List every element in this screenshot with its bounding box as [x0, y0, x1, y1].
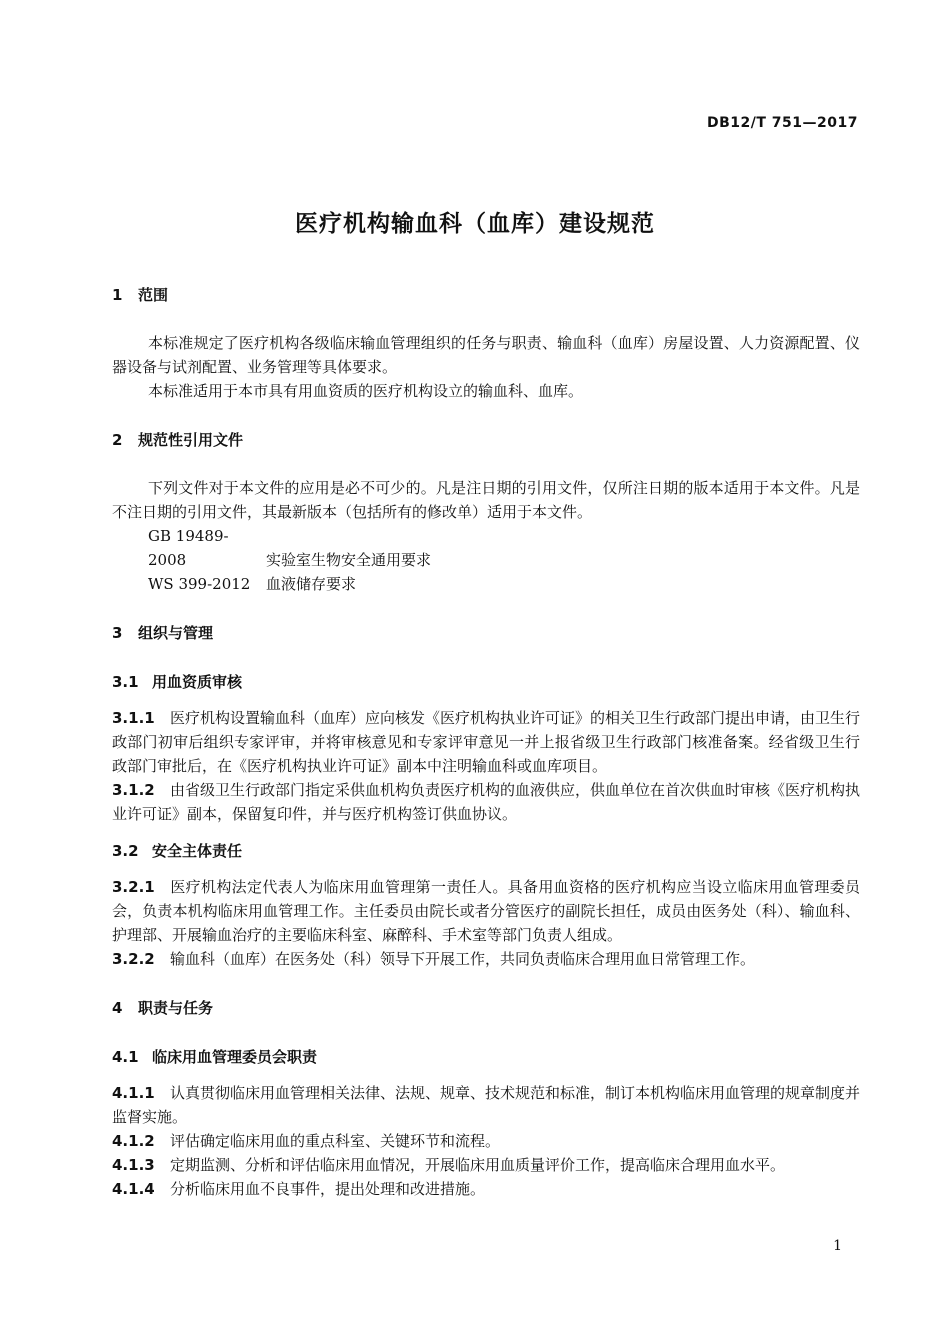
clause	[112, 706, 860, 778]
subsection-number: 3.2	[112, 842, 139, 860]
paragraph: 下列文件对于本文件的应用是必不可少的。凡是注日期的引用文件，仅所注日期的版本适用于本文件。凡是不注日期的引用文件，其最新版本（包括所有的修改单）适用于本文件。	[112, 479, 860, 521]
subsection-heading-4-1	[112, 1046, 860, 1067]
clause-number: 3.1.1	[112, 709, 155, 727]
clause-number: 3.2.2	[112, 950, 155, 968]
section-heading-3	[112, 622, 860, 643]
section-number: 2	[112, 431, 123, 449]
clause	[112, 947, 860, 971]
clause-text: 医疗机构设置输血科（血库）应向核发《医疗机构执业许可证》的相关卫生行政部门提出申请，由卫生行政部门初审后组织专家评审，并将审核意见和专家评审意见一并上报省级卫生行政部门核准备案。经省级卫生行政部门审批后，在《医疗机构执业许可证》副本中注明输血科或血库项目。	[112, 709, 861, 775]
clause-text: 评估确定临床用血的重点科室、关键环节和流程。	[170, 1132, 501, 1150]
clause-number: 4.1.4	[112, 1180, 155, 1198]
reference-code: WS 399-2012	[148, 575, 251, 593]
clause	[112, 875, 860, 947]
section-title: 规范性引用文件	[138, 431, 244, 449]
section-title: 范围	[138, 286, 169, 304]
page-number: 1	[833, 1238, 842, 1254]
clause-number: 4.1.2	[112, 1132, 155, 1150]
subsection-heading-3-2	[112, 840, 860, 861]
clause-number: 4.1.1	[112, 1084, 155, 1102]
reference-item	[112, 524, 860, 572]
clause-text: 医疗机构法定代表人为临床用血管理第一责任人。具备用血资格的医疗机构应当设立临床用血管理委员会，负责本机构临床用血管理工作。主任委员由院长或者分管医疗的副院长担任，成员由医务处（科）、输血科、护理部、开展输血治疗的主要临床科室、麻醉科、手术室等部门负责人组成。	[112, 878, 860, 944]
document-body	[112, 284, 860, 1201]
section-number: 1	[112, 286, 123, 304]
clause-text: 定期监测、分析和评估临床用血情况，开展临床用血质量评价工作，提高临床合理用血水平。	[170, 1156, 786, 1174]
reference-item	[112, 572, 860, 596]
section-heading-4	[112, 997, 860, 1018]
subsection-number: 3.1	[112, 673, 139, 691]
subsection-number: 4.1	[112, 1048, 139, 1066]
reference-name: 血液储存要求	[266, 575, 357, 593]
document-code: DB12/T 751—2017	[707, 115, 858, 131]
clause-text: 由省级卫生行政部门指定采供血机构负责医疗机构的血液供应，供血单位在首次供血时审核《医疗机构执业许可证》副本，保留复印件，并与医疗机构签订供血协议。	[112, 781, 861, 823]
section-title: 组织与管理	[138, 624, 214, 642]
paragraph: 本标准规定了医疗机构各级临床输血管理组织的任务与职责、输血科（血库）房屋设置、人力资源配置、仪器设备与试剂配置、业务管理等具体要求。	[112, 334, 860, 376]
subsection-title: 临床用血管理委员会职责	[152, 1048, 318, 1066]
subsection-heading-3-1	[112, 671, 860, 692]
clause	[112, 1153, 860, 1177]
section-number: 3	[112, 624, 123, 642]
clause-text: 认真贯彻临床用血管理相关法律、法规、规章、技术规范和标准，制订本机构临床用血管理的规章制度并监督实施。	[112, 1084, 861, 1126]
section-heading-1	[112, 284, 860, 305]
reference-name: 实验室生物安全通用要求	[266, 551, 432, 569]
subsection-title: 安全主体责任	[152, 842, 243, 860]
clause-number: 3.2.1	[112, 878, 155, 896]
section-number: 4	[112, 999, 123, 1017]
clause	[112, 778, 860, 826]
clause	[112, 1081, 860, 1129]
clause-number: 3.1.2	[112, 781, 155, 799]
section-heading-2	[112, 429, 860, 450]
clause	[112, 1177, 860, 1201]
section-title: 职责与任务	[138, 999, 214, 1017]
paragraph: 本标准适用于本市具有用血资质的医疗机构设立的输血科、血库。	[148, 382, 584, 400]
clause-number: 4.1.3	[112, 1156, 155, 1174]
clause-text: 输血科（血库）在医务处（科）领导下开展工作，共同负责临床合理用血日常管理工作。	[170, 950, 756, 968]
clause	[112, 1129, 860, 1153]
subsection-title: 用血资质审核	[152, 673, 243, 691]
clause-text: 分析临床用血不良事件，提出处理和改进措施。	[170, 1180, 486, 1198]
reference-code: GB 19489-2008	[148, 527, 229, 569]
document-title: 医疗机构输血科（血库）建设规范	[295, 211, 655, 237]
